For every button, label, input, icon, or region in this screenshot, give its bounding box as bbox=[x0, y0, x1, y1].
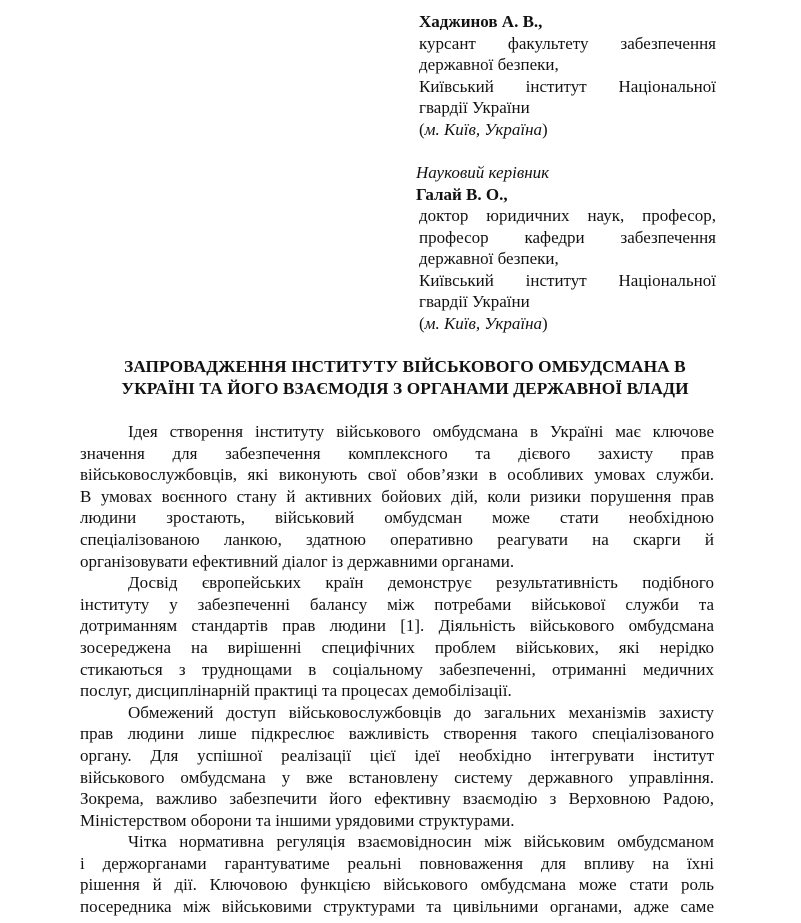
author-affiliation-line: курсант факультету забезпечення bbox=[419, 33, 716, 53]
author-block bbox=[419, 11, 716, 140]
text-line: Чітка нормативна регуляція взаємовідносин між військовим омбудсманом bbox=[128, 832, 714, 852]
text-line: організовувати ефективний діалог із державними органами. bbox=[80, 551, 515, 571]
paragraph-4 bbox=[80, 831, 714, 917]
author-name: Хаджинов А. В., bbox=[419, 12, 543, 31]
text-line: інституту у забезпеченні балансу між потребами військової служби та bbox=[80, 594, 714, 614]
text-line: військового омбудсмана у вже встановлену систему державного управління. bbox=[80, 767, 714, 787]
author-location: (м. Київ, Україна) bbox=[419, 119, 548, 139]
supervisor-affiliation-line: професор кафедри забезпечення bbox=[419, 227, 716, 247]
paper-title bbox=[80, 356, 730, 400]
text-line: органу. Для успішної реалізації цієї ідеї необхідно інтегрувати інститут bbox=[80, 745, 714, 765]
supervisor-affiliation-line: державної безпеки, bbox=[419, 249, 559, 268]
text-line: дотриманням стандартів прав людини [1]. Діяльність військового омбудсмана bbox=[80, 616, 714, 636]
author-affiliation-line: державної безпеки, bbox=[419, 55, 559, 74]
text-line: Міністерством оборони та іншими урядовими структурами. bbox=[80, 810, 515, 830]
text-line: Досвід європейських країн демонструє результативність подібного bbox=[128, 573, 714, 593]
supervisor-name: Галай В. О., bbox=[416, 184, 508, 204]
author-affiliation-line: Київський інститут Національної bbox=[419, 76, 716, 96]
supervisor-affiliation-line: гвардії України bbox=[419, 292, 530, 311]
supervisor-block bbox=[416, 162, 716, 334]
supervisor-affiliation-line: Київський інститут Національної bbox=[419, 270, 716, 290]
text-line: посередника між військовими структурами та цивільними органами, адже саме bbox=[80, 897, 714, 917]
text-line: послуг, дисциплінарній практиці та процесах демобілізації. bbox=[80, 681, 512, 701]
paragraph-3 bbox=[80, 702, 714, 832]
text-line: Зокрема, важливо забезпечити його ефективну взаємодію з Верховною Радою, bbox=[80, 789, 714, 809]
text-line: значення для забезпечення комплексного та дієвого захисту прав bbox=[80, 443, 714, 463]
text-line: В умовах воєнного стану й активних бойових дій, коли ризики порушення прав bbox=[80, 486, 714, 506]
text-line: і держорганами гарантуватиме реальні повноваження для впливу на їхні bbox=[80, 853, 714, 873]
text-line: Обмежений доступ військовослужбовців до загальних механізмів захисту bbox=[128, 702, 714, 722]
text-line: Ідея створення інституту військового омбудсмана в Україні має ключове bbox=[128, 422, 714, 441]
supervisor-location-text: м. Київ, Україна bbox=[424, 313, 543, 333]
paragraph-1 bbox=[80, 421, 714, 572]
title-line: УКРАЇНІ ТА ЙОГО ВЗАЄМОДІЯ З ОРГАНАМИ ДЕРЖАВНОЇ ВЛАДИ bbox=[121, 379, 689, 398]
supervisor-affiliation-line: доктор юридичних наук, професор, bbox=[419, 206, 716, 225]
text-line: людини зростають, військовий омбудсман може стати необхідною bbox=[80, 508, 714, 528]
text-line: військовослужбовців, які виконують свої обов’язки в особливих умовах служби. bbox=[80, 465, 714, 485]
text-line: спеціалізованою ланкою, здатною оперативно реагувати на скарги й bbox=[80, 529, 714, 549]
title-line: ЗАПРОВАДЖЕННЯ ІНСТИТУТУ ВІЙСЬКОВОГО ОМБУДСМАНА В bbox=[124, 357, 686, 376]
paragraph-2 bbox=[80, 572, 714, 702]
text-line: прав людини лише підкреслює важливість створення такого спеціалізованого bbox=[80, 724, 714, 744]
supervisor-role: Науковий керівник bbox=[416, 163, 550, 182]
text-line: зосереджена на вирішенні специфічних проблем військових, які нерідко bbox=[80, 637, 714, 657]
body-text bbox=[80, 421, 714, 918]
author-location-text: м. Київ, Україна bbox=[424, 119, 543, 139]
supervisor-location: (м. Київ, Україна) bbox=[419, 313, 548, 333]
text-line: стикаються з труднощами в соціальному забезпеченні, отриманні медичних bbox=[80, 659, 714, 679]
text-line: рішення й дії. Ключовою функцією військового омбудсмана може стати роль bbox=[80, 875, 714, 895]
author-affiliation-line: гвардії України bbox=[419, 98, 530, 117]
